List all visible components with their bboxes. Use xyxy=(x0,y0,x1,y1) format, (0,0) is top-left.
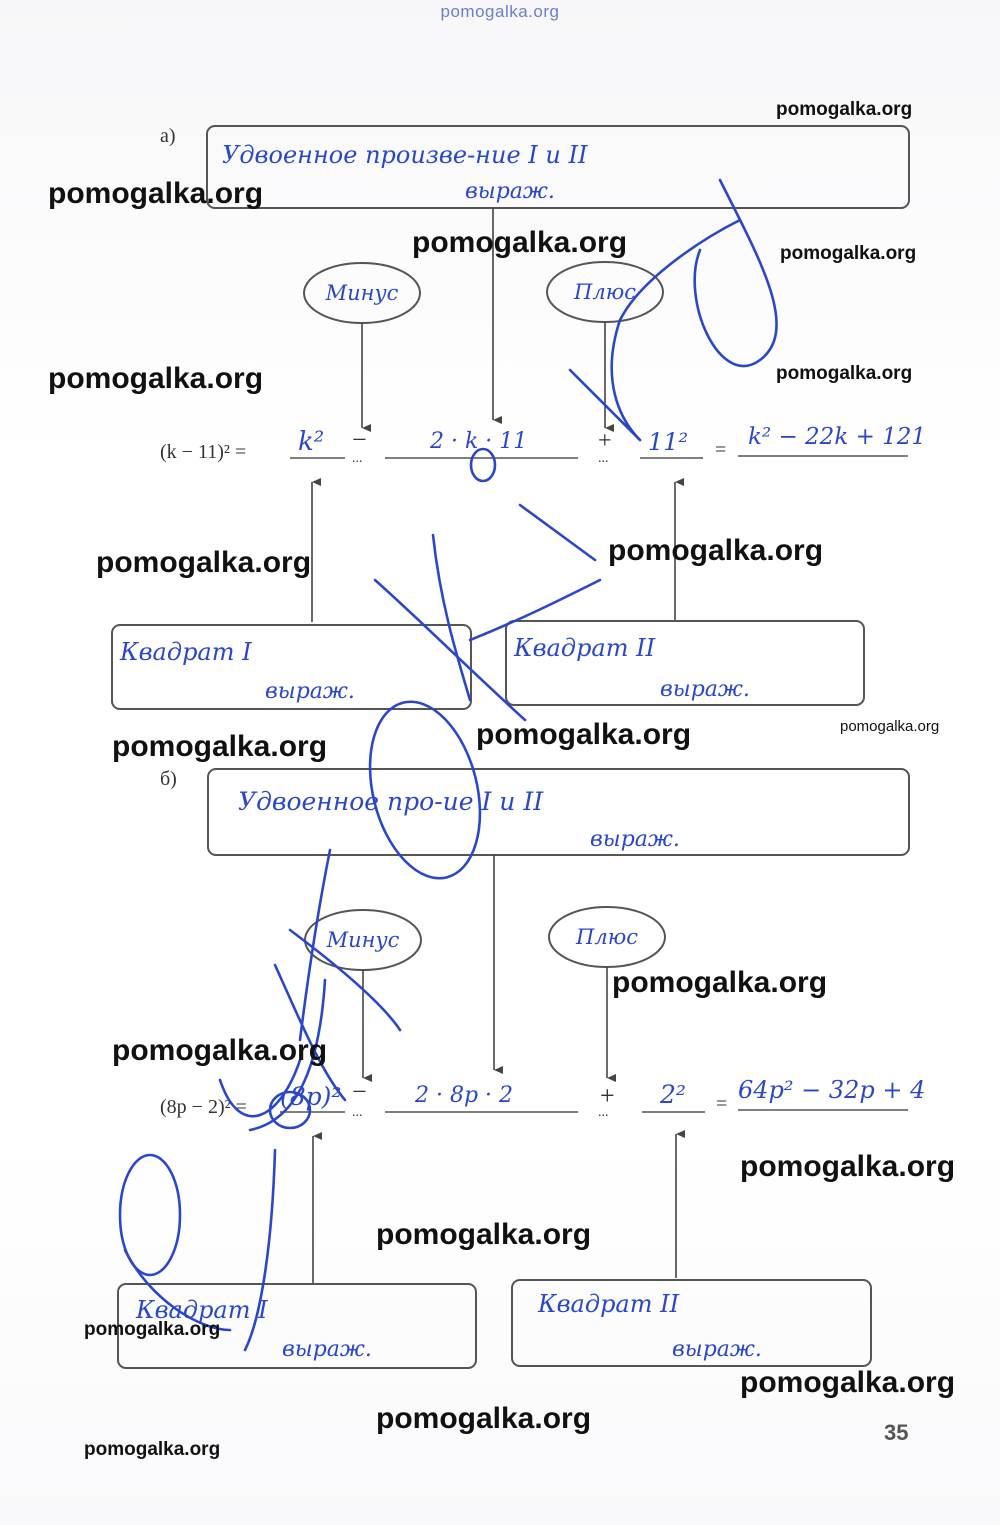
watermark: pomogalka.org xyxy=(412,226,628,259)
part-a-slot3: 11² xyxy=(648,428,689,456)
part-b-eq: = xyxy=(716,1093,728,1115)
watermark: pomogalka.org xyxy=(612,966,828,999)
part-b-result: 64p² − 32p + 4 xyxy=(738,1076,926,1104)
watermark: pomogalka.org xyxy=(740,1150,956,1183)
watermark: pomogalka.org xyxy=(376,1218,592,1251)
part-a-box-square-2-line2: выраж. xyxy=(660,677,750,702)
svg-text:...: ... xyxy=(352,451,363,466)
watermark: pomogalka.org xyxy=(84,1319,221,1340)
part-a-op2: + xyxy=(598,428,612,454)
svg-text:...: ... xyxy=(598,451,609,466)
part-a-top-box-line2: выраж. xyxy=(465,179,555,204)
watermark: pomogalka.org xyxy=(48,177,264,210)
page-number: 35 xyxy=(884,1420,909,1445)
part-b-oval-plus-label: Плюс xyxy=(576,925,638,949)
part-b-top-box-line2: выраж. xyxy=(590,827,680,852)
watermark: pomogalka.org xyxy=(740,1366,956,1399)
part-b-top-box-line1: Удвоенное про-ие I и II xyxy=(238,787,544,816)
watermark: pomogalka.org xyxy=(84,1439,221,1460)
part-a-slot1: k² xyxy=(298,427,325,457)
part-a-top-box-line1: Удвоенное произве-ние I и II xyxy=(222,141,588,169)
part-a-box-square-1-line2: выраж. xyxy=(265,679,355,704)
part-b-box-square-1-line1: Квадрат I xyxy=(136,1296,268,1324)
watermark: pomogalka.org xyxy=(48,362,264,395)
part-a-label: а) xyxy=(160,125,176,147)
watermark: pomogalka.org xyxy=(112,730,328,763)
part-b-expression: (8p − 2)² = xyxy=(160,1096,247,1118)
watermark: pomogalka.org xyxy=(476,718,692,751)
part-b-slot1: (8p)² xyxy=(280,1082,342,1111)
watermark: pomogalka.org xyxy=(96,546,312,579)
part-a-oval-minus-label: Минус xyxy=(325,281,399,305)
part-a-result: k² − 22k + 121 xyxy=(748,424,927,450)
part-a-box-square-1-line1: Квадрат I xyxy=(120,638,252,666)
part-b-label: б) xyxy=(160,768,177,790)
part-a-eq: = xyxy=(715,439,727,461)
part-b-box-square-1-line2: выраж. xyxy=(282,1337,372,1362)
part-b-box-square-2-line1: Квадрат II xyxy=(538,1290,680,1318)
part-a-slot2: 2 · k · 11 xyxy=(430,429,528,454)
part-a-expression: (k − 11)² = xyxy=(160,441,247,463)
watermark: pomogalka.org xyxy=(608,534,824,567)
part-a-box-square-2-line1: Квадрат II xyxy=(514,634,656,662)
watermark: pomogalka.org xyxy=(112,1034,328,1067)
part-b-slot3: 2² xyxy=(660,1080,686,1109)
watermark: pomogalka.org xyxy=(840,718,940,735)
part-b-oval-minus-label: Минус xyxy=(326,928,400,952)
part-b-op1: − xyxy=(352,1077,367,1106)
watermark: pomogalka.org xyxy=(776,99,913,120)
svg-text:...: ... xyxy=(352,1105,363,1120)
part-a-oval-plus-label: Плюс xyxy=(574,280,636,304)
svg-text:...: ... xyxy=(598,1105,609,1120)
header-watermark: pomogalka.org xyxy=(440,2,560,21)
watermark: pomogalka.org xyxy=(776,363,913,384)
part-a-op1: − xyxy=(352,425,367,454)
part-b-slot2: 2 · 8p · 2 xyxy=(415,1083,514,1108)
part-b-op2: + xyxy=(600,1081,615,1110)
pen-scribbles xyxy=(120,180,777,1350)
part-b-box-square-2-line2: выраж. xyxy=(672,1337,762,1362)
watermark: pomogalka.org xyxy=(780,243,917,264)
watermark: pomogalka.org xyxy=(376,1402,592,1435)
